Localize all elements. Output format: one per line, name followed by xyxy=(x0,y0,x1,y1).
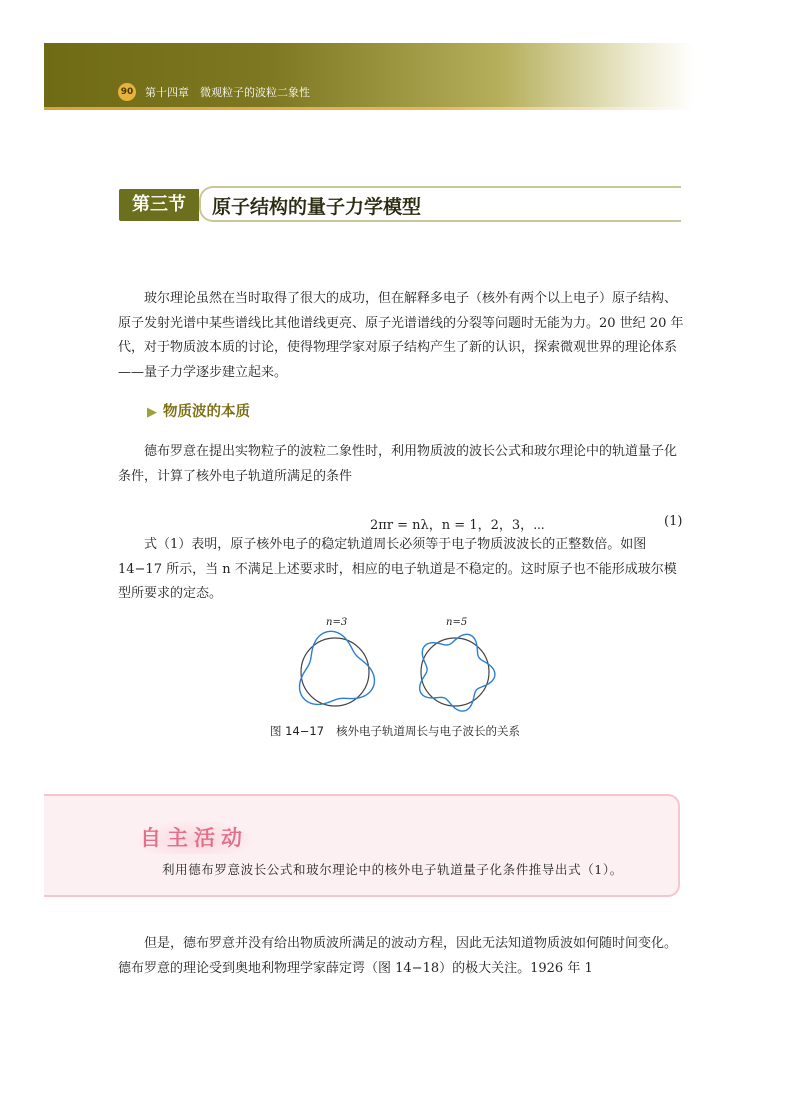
n3-label: n=3 xyxy=(326,617,348,628)
activity-text: 利用德布罗意波长公式和玻尔理论中的核外电子轨道量子化条件推导出式（1）。 xyxy=(162,862,623,877)
equation-number: (1) xyxy=(664,514,683,529)
orbit-figure xyxy=(290,612,510,722)
intro-paragraph: 玻尔理论虽然在当时取得了很大的成功，但在解释多电子（核外有两个以上电子）原子结构、原子发射光谱中某些谱线比其他谱线更亮、原子光谱谱线的分裂等问题时无能为力。20 世纪 20 年代，对于物质波本质的讨论，使得物理学家对原子结构产生了新的认识，探索微观世界的理论体系——量子力学逐步建立起来。 xyxy=(118,291,684,380)
figure-caption xyxy=(270,723,520,739)
header-band xyxy=(44,43,694,107)
wave-n3 xyxy=(300,631,375,704)
n5-label: n=5 xyxy=(446,617,468,628)
subheading xyxy=(147,400,250,421)
header-rule xyxy=(44,107,694,110)
page-number: 90 xyxy=(118,83,136,101)
figure-caption-text: 核外电子轨道周长与电子波长的关系 xyxy=(336,724,521,738)
subheading-text: 物质波的本质 xyxy=(163,404,250,420)
section-label: 第三节 xyxy=(119,189,199,221)
chapter-title: 第十四章 微观粒子的波粒二象性 xyxy=(145,86,310,99)
triangle-right-icon: ▶ xyxy=(147,405,157,420)
closing-paragraph: 但是，德布罗意并没有给出物质波所满足的波动方程，因此无法知道物质波如何随时间变化。德布罗意的理论受到奥地利物理学家薛定谔（图 14−18）的极大关注。1926 年 1 xyxy=(118,936,678,976)
orbit-circle-n3 xyxy=(301,638,369,706)
debroglie-paragraph: 德布罗意在提出实物粒子的波粒二象性时，利用物质波的波长公式和玻尔理论中的轨道量子化条件，计算了核外电子轨道所满足的条件 xyxy=(118,444,678,484)
orbit-circle-n5 xyxy=(421,638,489,706)
section-title: 原子结构的量子力学模型 xyxy=(212,196,422,218)
activity-title: 自主活动 xyxy=(134,820,254,854)
explanation-paragraph: 式（1）表明，原子核外电子的稳定轨道周长必须等于电子物质波波长的正整数倍。如图 14−17 所示，当 n 不满足上述要求时，相应的电子轨道是不稳定的。这时原子也不能形成玻尔模型所要求的定态。 xyxy=(118,537,677,601)
figure-number: 图 14−17 xyxy=(270,724,325,738)
wave-n5 xyxy=(420,634,495,711)
equation: 2πr = nλ，n = 1，2，3，⋯ xyxy=(370,518,545,533)
